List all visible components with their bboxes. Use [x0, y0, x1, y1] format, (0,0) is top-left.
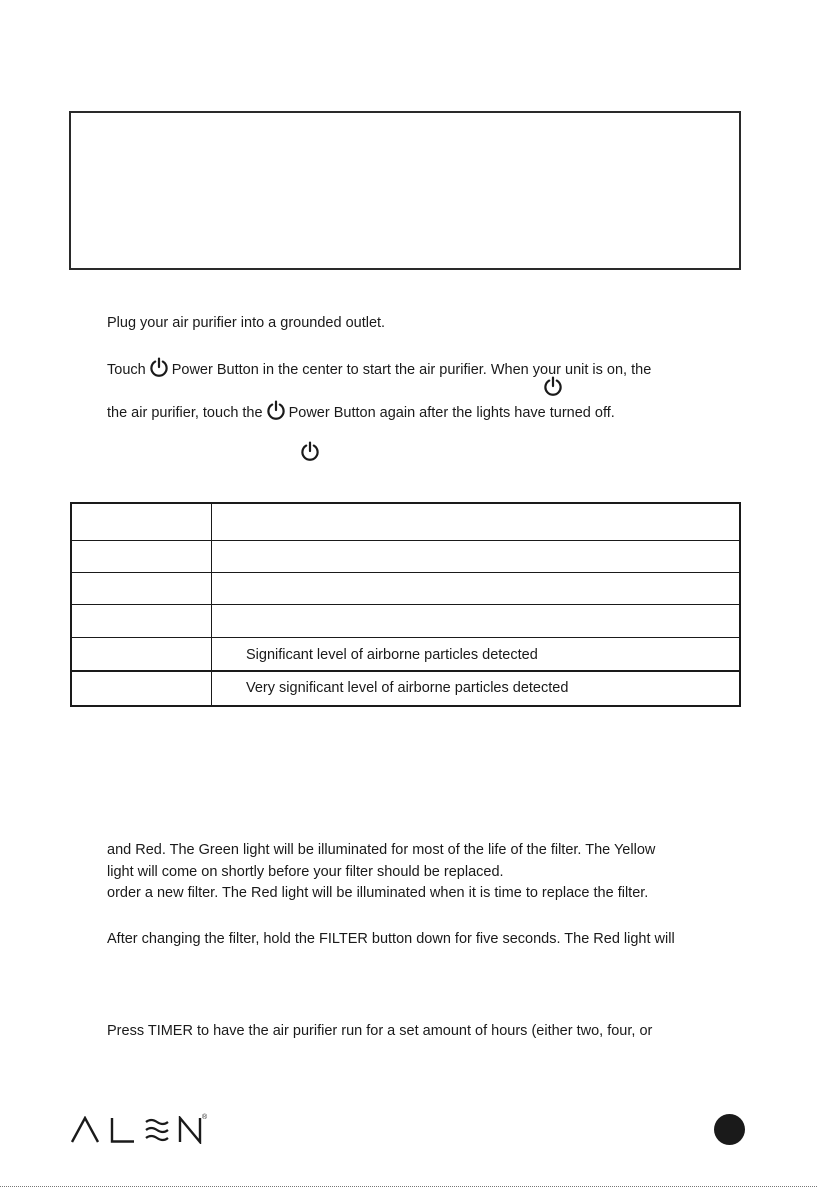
power-icon — [149, 357, 169, 378]
power-icon — [300, 441, 320, 467]
table-row-divider — [72, 637, 739, 638]
filter-text-line: order a new filter. The Red light will be illuminated when it is time to replace the filter. — [107, 885, 649, 901]
page-number-badge — [714, 1114, 745, 1145]
filter-reset-text: After changing the filter, hold the FILTER button down for five seconds. The Red light will — [107, 931, 675, 947]
table-row-divider — [72, 670, 739, 672]
filter-text-line: and Red. The Green light will be illuminated for most of the life of the filter. The Yellow — [107, 842, 656, 858]
plug-in-text: Plug your air purifier into a grounded outlet. — [107, 315, 386, 331]
page-bottom-rule — [0, 1186, 817, 1187]
table-row-divider — [72, 540, 739, 541]
alen-logo — [70, 1116, 210, 1149]
touch-power-instruction — [107, 357, 651, 379]
power-icon — [266, 400, 286, 421]
power-off-suffix-text: Power Button again after the lights have turned off. — [288, 405, 615, 421]
power-icon — [543, 376, 563, 402]
filter-text-line: light will come on shortly before your filter should be replaced. — [107, 864, 504, 880]
plug-in-instruction — [107, 314, 385, 332]
table-cell-description: Significant level of airborne particles detected — [246, 647, 538, 663]
power-off-prefix-text: the air purifier, touch the — [107, 405, 263, 421]
table-row-divider — [72, 604, 739, 605]
power-off-instruction — [107, 400, 615, 422]
air-quality-table — [70, 502, 741, 707]
touch-suffix-text: Power Button in the center to start the air purifier. When your unit is on, the — [171, 362, 652, 378]
table-cell-description: Very significant level of airborne particles detected — [246, 680, 569, 696]
table-row-divider — [72, 572, 739, 573]
touch-prefix-text: Touch — [107, 362, 146, 378]
registered-mark: ® — [202, 1114, 208, 1121]
timer-text-line: Press TIMER to have the air purifier run for a set amount of hours (either two, four, or — [107, 1023, 653, 1039]
notice-box — [69, 111, 741, 270]
